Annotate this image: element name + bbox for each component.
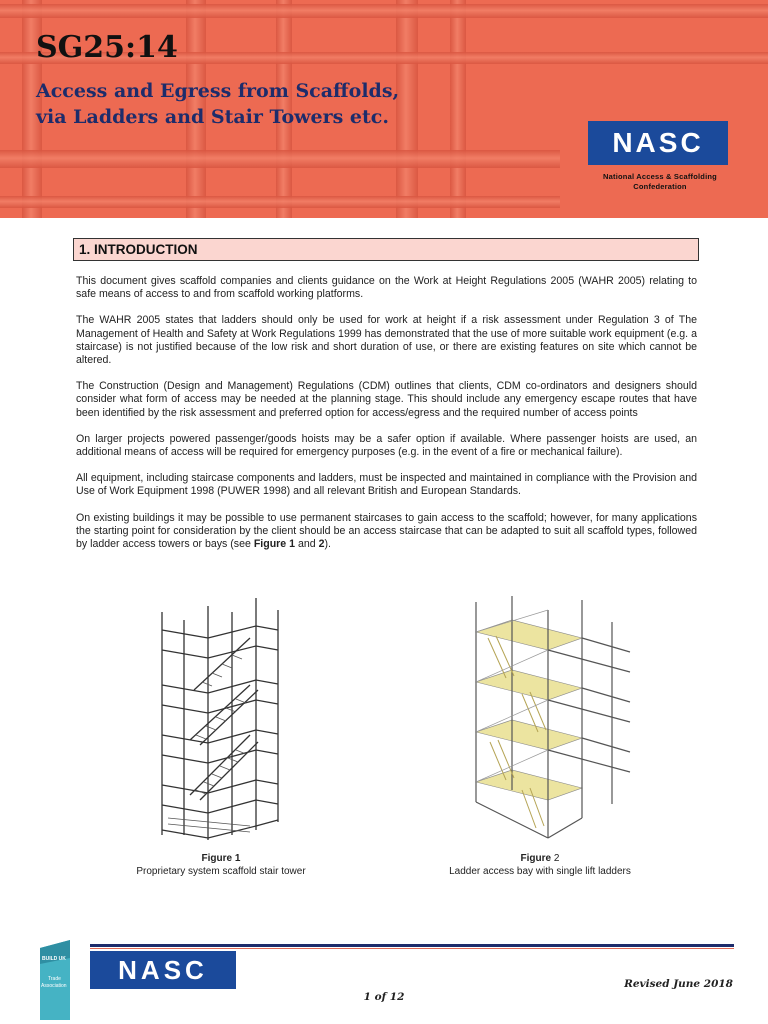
paragraph-text: ). (324, 538, 331, 551)
paragraph: This document gives scaffold companies and clients guidance on the Work at Height Regulations 2005 (WAHR 2005) relating to safe means of access to and from scaffold working platforms. (76, 275, 697, 301)
build-uk-badge-icon (38, 940, 72, 1020)
revision-date: Revised June 2018 (624, 978, 733, 990)
scaffold-pipe-decoration (0, 196, 560, 208)
figure-1-description: Proprietary system scaffold stair tower (136, 865, 306, 877)
figure-2-reference: 2 (318, 538, 325, 551)
document-title-line2: via Ladders and Stair Towers etc. (36, 106, 389, 128)
footer-rule (90, 944, 734, 947)
nasc-logo (588, 121, 728, 165)
figure-2-caption (410, 853, 670, 878)
scaffold-pipe-decoration (0, 150, 560, 168)
figure-2-label: Figure (520, 853, 552, 864)
paragraph: On larger projects powered passenger/goods hoists may be a safer option if available. Where passenger hoists are used, an additional means of access will be required for emergency purposes (e.g. in the event of a fire or mechanical failure). (76, 432, 697, 459)
nasc-logo-subtitle-line2: Confederation (633, 182, 687, 191)
document-code: SG25:14 (36, 30, 178, 65)
scaffold-pipe-decoration (0, 4, 768, 18)
document-title (36, 78, 399, 130)
nasc-logo-subtitle-line1: National Access & Scaffolding (603, 172, 717, 181)
nasc-logo-subtitle (580, 172, 740, 192)
paragraph-text: On existing buildings it may be possible to use permanent staircases to gain access to the scaffold; however, for many applications the starting point for consideration by the client should be an access staircase that can be adapted to suit all scaffold types, followed by ladder access towers or bays (see (76, 511, 697, 551)
figure-1-reference: Figure 1 (253, 538, 296, 551)
scaffold-pipe-decoration (396, 0, 418, 218)
figure-1-stair-tower-illustration (150, 590, 300, 848)
footer-rule-accent (90, 948, 734, 949)
badge-text: BUILD UK (42, 956, 66, 962)
figure-2-description: Ladder access bay with single lift ladders (449, 865, 631, 877)
footer-nasc-logo (90, 951, 236, 989)
badge-text: Association (41, 983, 67, 989)
figure-2-ladder-access-bay-illustration (462, 592, 634, 848)
scaffold-pipe-decoration (450, 0, 466, 218)
paragraph: All equipment, including staircase components and ladders, must be inspected and maintained in compliance with the Provision and Use of Work Equipment 1998 (PUWER 1998) and all relevant British and European Standards. (76, 472, 697, 498)
badge-text: Trade (48, 976, 61, 982)
figure-1-label: Figure 1 (201, 853, 241, 864)
figure-2-number: 2 (551, 853, 560, 864)
figure-1-caption (91, 853, 351, 878)
header-banner (0, 0, 768, 218)
paragraph: The Construction (Design and Management) Regulations (CDM) outlines that clients, CDM co-ordinators and designers should consider what form of access may be needed at the planning stage. This should include any emergency escape routes that have been identified by the risk assessment and preferred option for access/egress and the required number of access points (76, 380, 697, 419)
page-number: 1 of 12 (363, 991, 405, 1003)
footer-nasc-logo-text: NASC (118, 954, 208, 985)
paragraph-text: and (295, 538, 319, 551)
introduction-body (76, 275, 697, 564)
paragraph-figure-reference (76, 512, 697, 552)
nasc-logo-text: NASC (612, 127, 704, 158)
section-heading-introduction: 1. INTRODUCTION (73, 238, 699, 261)
document-title-line1: Access and Egress from Scaffolds, (36, 80, 400, 102)
paragraph: The WAHR 2005 states that ladders should only be used for work at height if a risk assessment under Regulation 3 of The Management of Health and Safety at Work Regulations 1999 has demonstrated that the use of more suitable work equipment (e.g. a staircase) is not justified because of the low risk and short duration of use, or there are existing features on site which cannot be altered. (76, 314, 697, 367)
